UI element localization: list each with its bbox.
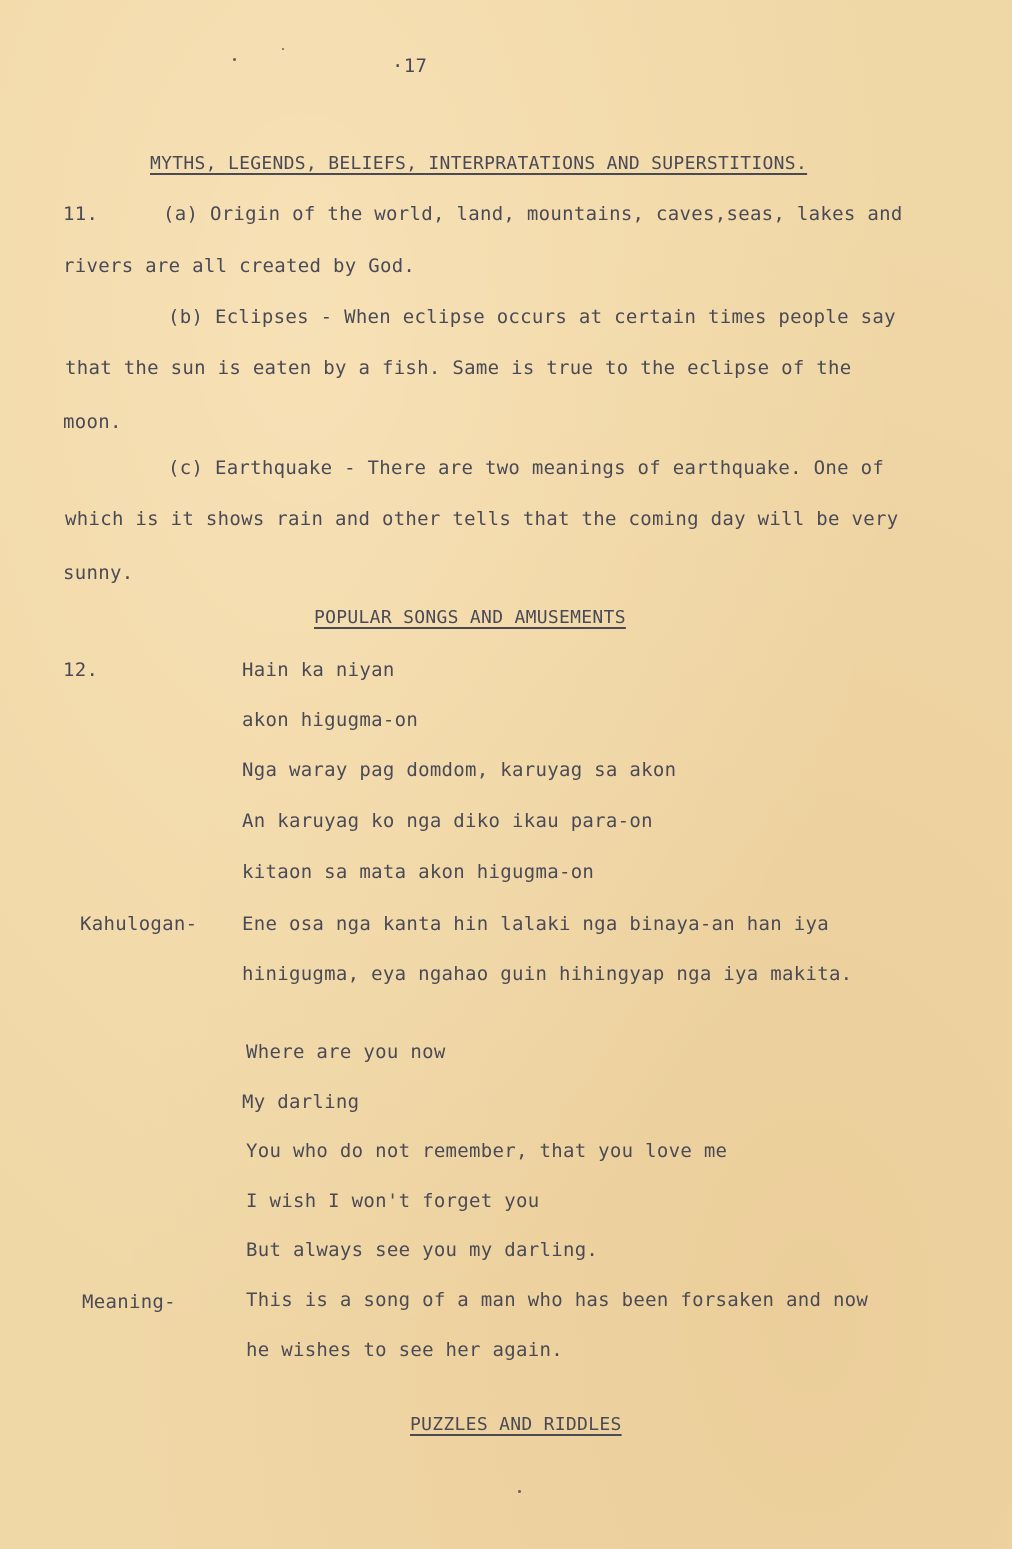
- translation-line: I wish I won't forget you: [246, 1190, 540, 1212]
- paper-speck: [518, 1490, 521, 1493]
- item-number-12: 12.: [63, 659, 99, 681]
- item-number-11: 11.: [63, 203, 99, 225]
- kahulogan-line-1: Ene osa nga kanta hin lalaki nga binaya-an han iya: [242, 913, 829, 935]
- song-line: akon higugma-on: [242, 709, 419, 731]
- song-line: kitaon sa mata akon higugma-on: [242, 861, 595, 883]
- earthquake-line-3: sunny.: [63, 562, 134, 584]
- myths-heading: MYTHS, LEGENDS, BELIEFS, INTERPRATATIONS AND SUPERSTITIONS.: [150, 153, 808, 174]
- origin-line-2: rivers are all created by God.: [63, 255, 416, 277]
- translation-line: Where are you now: [246, 1041, 446, 1063]
- earthquake-line-1: (c) Earthquake - There are two meanings of earthquake. One of: [168, 457, 885, 479]
- puzzles-heading: PUZZLES AND RIDDLES: [410, 1414, 622, 1435]
- meaning-line-2: he wishes to see her again.: [246, 1339, 563, 1361]
- eclipse-line-1: (b) Eclipses - When eclipse occurs at certain times people say: [168, 306, 896, 328]
- song-line: An karuyag ko nga diko ikau para-on: [242, 810, 653, 832]
- song-line: Nga waray pag domdom, karuyag sa akon: [242, 759, 677, 781]
- meaning-label: Meaning-: [82, 1291, 176, 1313]
- song-line: Hain ka niyan: [242, 659, 395, 681]
- earthquake-line-2: which is it shows rain and other tells that the coming day will be very: [65, 508, 899, 530]
- eclipse-line-2: that the sun is eaten by a fish. Same is true to the eclipse of the: [65, 357, 852, 379]
- songs-heading: POPULAR SONGS AND AMUSEMENTS: [314, 607, 626, 628]
- origin-line-1: (a) Origin of the world, land, mountains, caves,seas, lakes and: [163, 203, 903, 225]
- translation-line: You who do not remember, that you love me: [246, 1140, 728, 1162]
- page-number: ·17: [392, 55, 428, 77]
- translation-line: My darling: [242, 1091, 360, 1113]
- kahulogan-label: Kahulogan-: [80, 913, 198, 935]
- kahulogan-line-2: hinigugma, eya ngahao guin hihingyap nga iya makita.: [242, 963, 853, 985]
- meaning-line-1: This is a song of a man who has been forsaken and now: [246, 1289, 869, 1311]
- paper-speck: [282, 48, 284, 50]
- paper-speck: [233, 58, 236, 61]
- translation-line: But always see you my darling.: [246, 1239, 599, 1261]
- eclipse-line-3: moon.: [63, 411, 122, 433]
